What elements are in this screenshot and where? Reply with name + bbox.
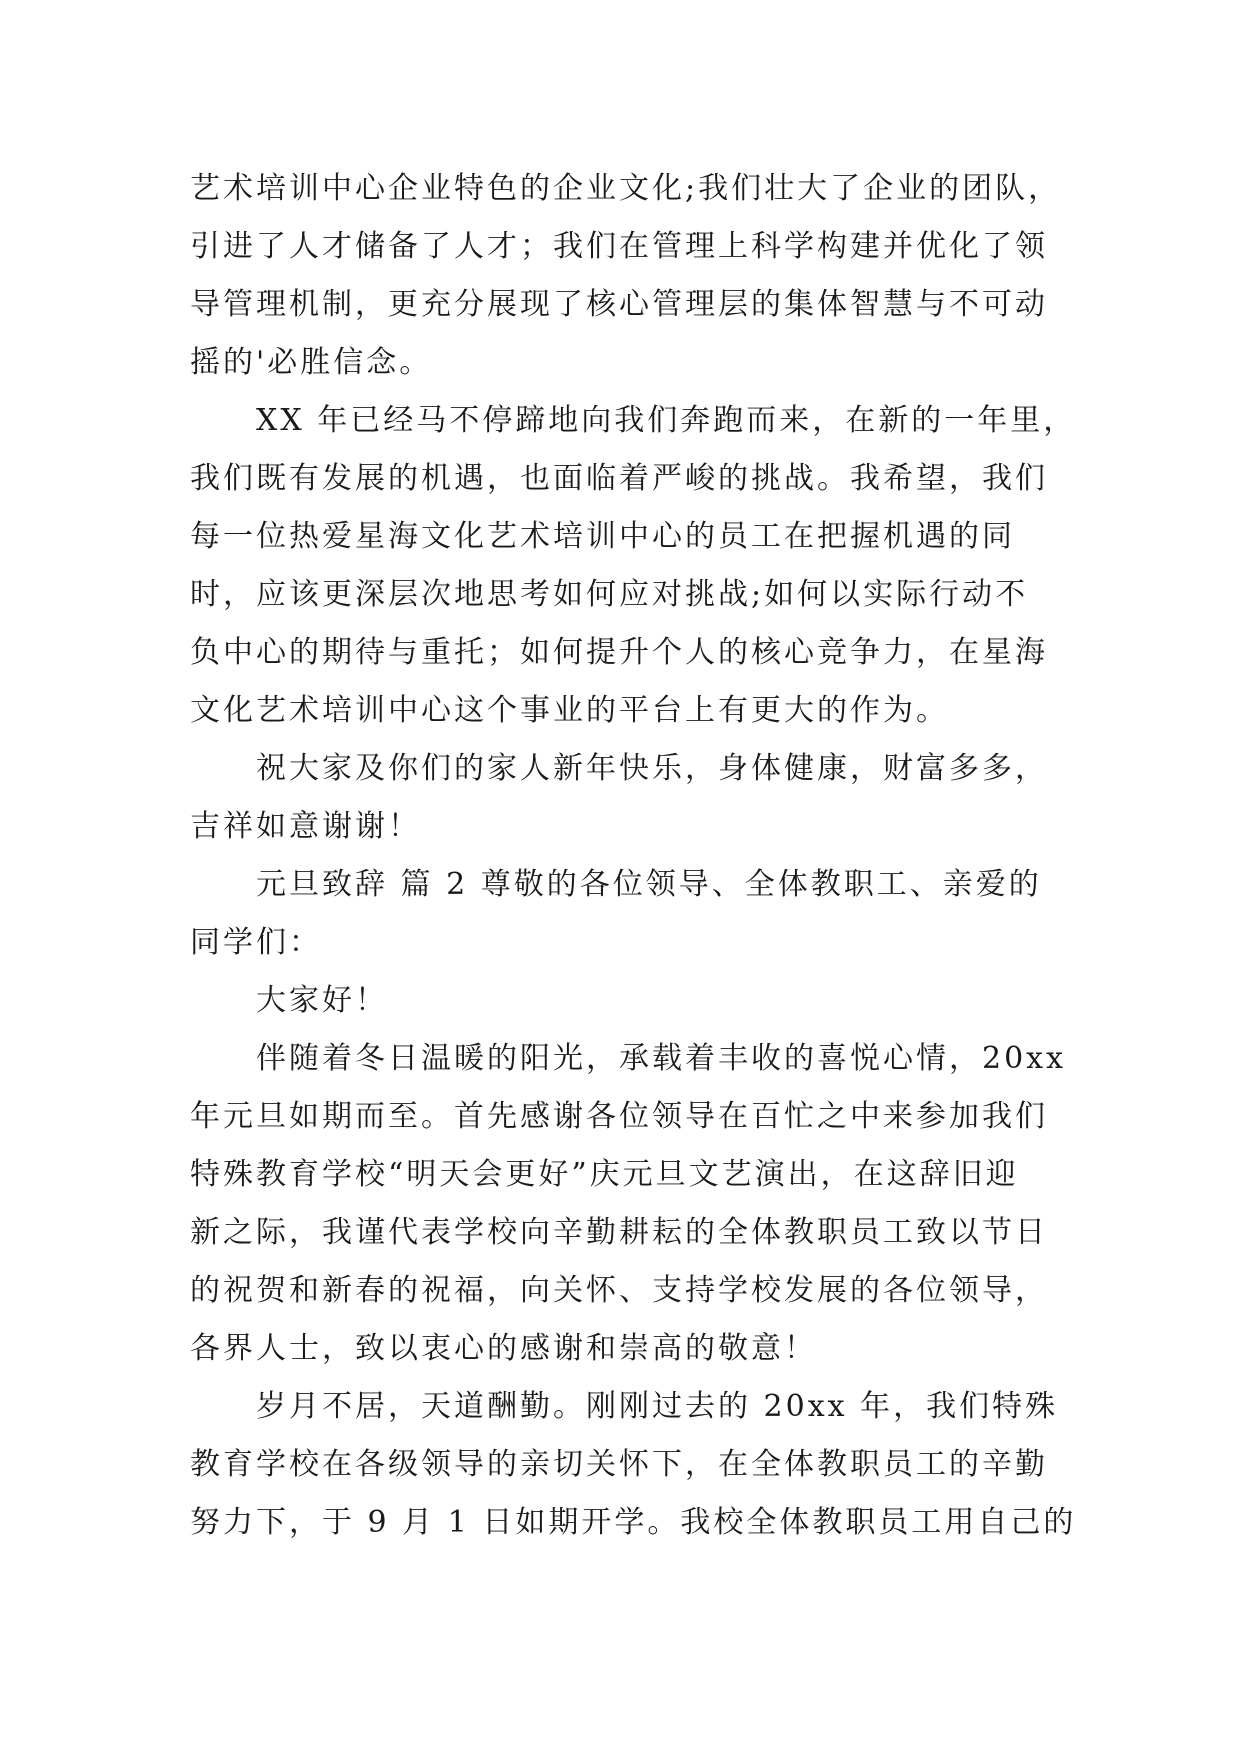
paragraph-start-line: 岁月不居，天道酬勤。刚刚过去的 20xx 年，我们特殊 xyxy=(256,1389,1059,1424)
text-line: 努力下，于 9 月 1 日如期开学。我校全体教职员工用自己的 xyxy=(190,1505,1077,1540)
text-line: 教育学校在各级领导的亲切关怀下，在全体教职员工的辛勤 xyxy=(190,1447,1048,1482)
text-line: 同学们： xyxy=(190,925,322,960)
greeting-line: 大家好！ xyxy=(256,983,388,1018)
text-line: 引进了人才储备了人才；我们在管理上科学构建并优化了领 xyxy=(190,229,1048,264)
text-line: 新之际，我谨代表学校向辛勤耕耘的全体教职员工致以节日 xyxy=(190,1215,1048,1250)
text-line: 文化艺术培训中心这个事业的平台上有更大的作为。 xyxy=(190,693,949,728)
text-line: 的祝贺和新春的祝福，向关怀、支持学校发展的各位领导， xyxy=(190,1273,1048,1308)
text-line: 导管理机制，更充分展现了核心管理层的集体智慧与不可动 xyxy=(190,287,1048,322)
text-line: 摇的'必胜信念。 xyxy=(190,345,433,380)
document-body xyxy=(190,160,1077,1552)
text-line: 特殊教育学校“明天会更好”庆元旦文艺演出，在这辞旧迎 xyxy=(190,1157,1019,1192)
paragraph-start-line: 伴随着冬日温暖的阳光，承载着丰收的喜悦心情，20xx xyxy=(256,1041,1067,1076)
paragraph-start-line: 祝大家及你们的家人新年快乐，身体健康，财富多多， xyxy=(256,751,1048,786)
paragraph-start-line: XX 年已经马不停蹄地向我们奔跑而来，在新的一年里， xyxy=(256,403,1077,438)
text-line: 负中心的期待与重托；如何提升个人的核心竞争力，在星海 xyxy=(190,635,1048,670)
text-line: 年元旦如期而至。首先感谢各位领导在百忙之中来参加我们 xyxy=(190,1099,1048,1134)
text-line: 时，应该更深层次地思考如何应对挑战;如何以实际行动不 xyxy=(190,577,1029,612)
text-line: 各界人士，致以衷心的感谢和崇高的敬意！ xyxy=(190,1331,817,1366)
text-line: 我们既有发展的机遇，也面临着严峻的挑战。我希望，我们 xyxy=(190,461,1048,496)
text-line: 艺术培训中心企业特色的企业文化;我们壮大了企业的团队， xyxy=(190,171,1062,206)
text-line: 吉祥如意谢谢！ xyxy=(190,809,421,844)
text-line: 每一位热爱星海文化艺术培训中心的员工在把握机遇的同 xyxy=(190,519,1015,554)
section-heading-line: 元旦致辞 篇 2 尊敬的各位领导、全体教职工、亲爱的 xyxy=(256,867,1042,902)
